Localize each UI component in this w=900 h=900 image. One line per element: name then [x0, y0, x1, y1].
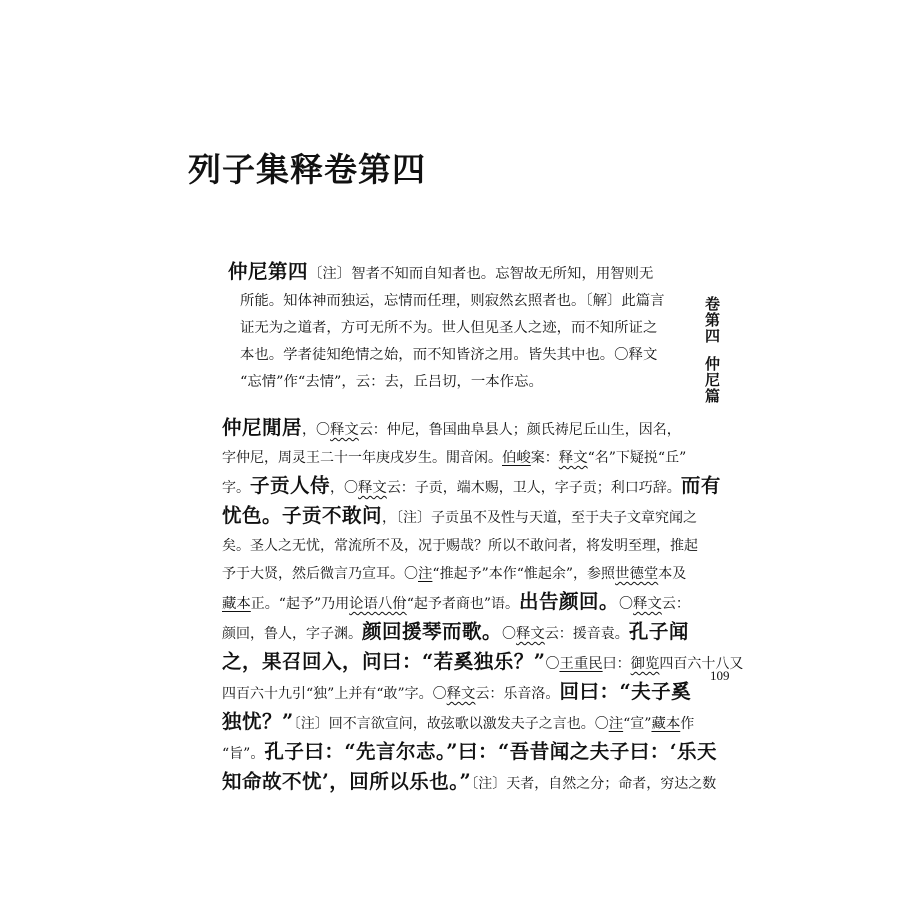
book-title: 论语八佾: [349, 596, 407, 612]
running-header-volume: 卷第四: [703, 296, 721, 344]
annotation-text: 云：: [661, 596, 690, 612]
text-line: [222, 618, 698, 648]
classic-text: 子贡人侍: [250, 474, 331, 497]
classic-text: 而有: [680, 474, 721, 497]
proper-name: 藏本: [222, 596, 251, 612]
text-line: [222, 708, 698, 738]
annotation-text: “推起予”本作“惟起余”，参照: [432, 566, 616, 582]
annotation-text: 予于大贤，然后微言乃宣耳。〇: [222, 566, 418, 582]
annotation-text: 颜回，鲁人，字子渊。: [222, 626, 362, 642]
classic-text: 之，果召回入，问曰：“若奚独乐？”: [222, 650, 546, 673]
section-intro-line: 本也。学者徒知绝情之始，而不知皆济之用。皆失其中也。〇释文: [240, 347, 658, 363]
annotation-text: 字。: [222, 480, 250, 496]
book-title: 释文: [558, 450, 588, 466]
text-line: [222, 472, 721, 502]
book-title: 释文: [516, 626, 545, 642]
annotation-text: “名”下疑捝“丘”: [587, 450, 687, 466]
annotation-text: 曰：: [602, 656, 631, 672]
annotation-text: 正。“起予”乃用: [250, 596, 350, 612]
classic-text: 回曰：“夫子奚: [559, 680, 692, 703]
annotation-text: “旨”。: [222, 746, 265, 762]
annotation-text: 云：乐音洛。: [475, 686, 560, 702]
classic-text: 仲尼閒居: [222, 416, 303, 439]
text-line: [222, 444, 698, 472]
annotation-text: ，〇: [302, 422, 331, 438]
text-line: [222, 768, 717, 798]
proper-name: 注: [418, 566, 433, 582]
section-intro-line: “忘情”作“去情”，云：去，丘吕切，一本作忘。: [240, 374, 543, 390]
classic-text: 颜回援琴而歌。: [362, 620, 503, 643]
text-line: [222, 678, 698, 708]
annotation-text: 本及: [658, 566, 687, 582]
annotation-text: 字仲尼，周灵王二十一年庚戌岁生。閒音闲。: [222, 450, 502, 466]
book-title: 御览: [630, 656, 660, 672]
annotation-text: 四百六十九引“独”上并有“敢”字。〇: [222, 686, 447, 702]
section-intro-line: 所能。知体神而独运，忘情而任理，则寂然玄照者也。〔解〕此篇言: [240, 293, 665, 309]
annotation-text: 作: [680, 716, 695, 732]
text-line: [222, 502, 698, 532]
annotation-text: ，〔注〕子贡虽不及性与天道，至于夫子文章究闻之: [382, 510, 698, 526]
annotation-text: 云：子贡，端木赐，卫人，字子贡；利口巧辞。: [386, 480, 681, 496]
annotation-text: “起予者商也”语。: [406, 596, 520, 612]
classic-text: 孔子闻: [628, 620, 689, 643]
classic-text: 独忧？”: [222, 710, 294, 733]
section-heading: 仲尼第四: [228, 260, 309, 283]
running-header: [704, 296, 720, 404]
proper-name: 王重民: [559, 656, 603, 672]
annotation-text: 〔注〕回不言欲宣问，故弦歌以激发夫子之言也。〇: [293, 716, 609, 732]
running-header-section: 仲尼篇: [703, 356, 721, 404]
book-title: 释文: [330, 422, 359, 438]
book-title: 世德堂: [615, 566, 659, 582]
annotation-text: 案：: [530, 450, 559, 466]
text-line: [222, 588, 698, 618]
text-line: [222, 532, 698, 560]
annotation-text: “宣”: [623, 716, 652, 732]
text-line: [222, 414, 698, 444]
text-line: [222, 560, 698, 588]
annotation-text: ，〇: [330, 480, 359, 496]
section-intro-line: [228, 258, 698, 288]
annotation-text: 〇: [619, 596, 634, 612]
annotation-text: 云：仲尼，鲁国曲阜县人；颜氏祷尼丘山生，因名，: [358, 422, 681, 438]
section-intro-line: 证无为之道者，方可无所不为。世人但见圣人之迹，而不知所证之: [240, 320, 658, 336]
proper-name: 注: [608, 716, 624, 732]
classic-text: 孔子曰：“先言尔志。”曰：“吾昔闻之夫子曰：‘乐天: [264, 740, 718, 763]
page-number: 109: [710, 668, 730, 683]
classic-text: 子贡不敢问: [282, 504, 383, 527]
book-title: 释文: [633, 596, 662, 612]
classic-text: 忧色。: [222, 504, 283, 527]
classic-text: 出告颜回。: [519, 590, 620, 613]
annotation-text: 〇: [545, 656, 560, 672]
proper-name: 伯峻: [502, 450, 531, 466]
chapter-title: 列子集释卷第四: [188, 150, 426, 189]
annotation-text: 〇: [502, 626, 517, 642]
classic-text: 知命故不忧’，回所以乐也。”: [222, 770, 472, 793]
annotation-text: 〔注〕天者，自然之分；命者，穷达之数: [471, 776, 717, 792]
annotation-text: 〔注〕智者不知而自知者也。忘智故无所知，用智则无: [308, 266, 654, 282]
text-line: [222, 738, 718, 768]
annotation-text: 四百六十八又: [659, 656, 744, 672]
book-title: 释文: [358, 480, 387, 496]
book-title: 释文: [446, 686, 476, 702]
annotation-text: 矣。圣人之无忧，常流所不及，况于赐哉？所以不敢问者，将发明至理，推起: [222, 538, 698, 554]
annotation-text: 云：援音袁。: [544, 626, 629, 642]
section-intro: [228, 258, 698, 396]
proper-name: 藏本: [651, 716, 681, 732]
